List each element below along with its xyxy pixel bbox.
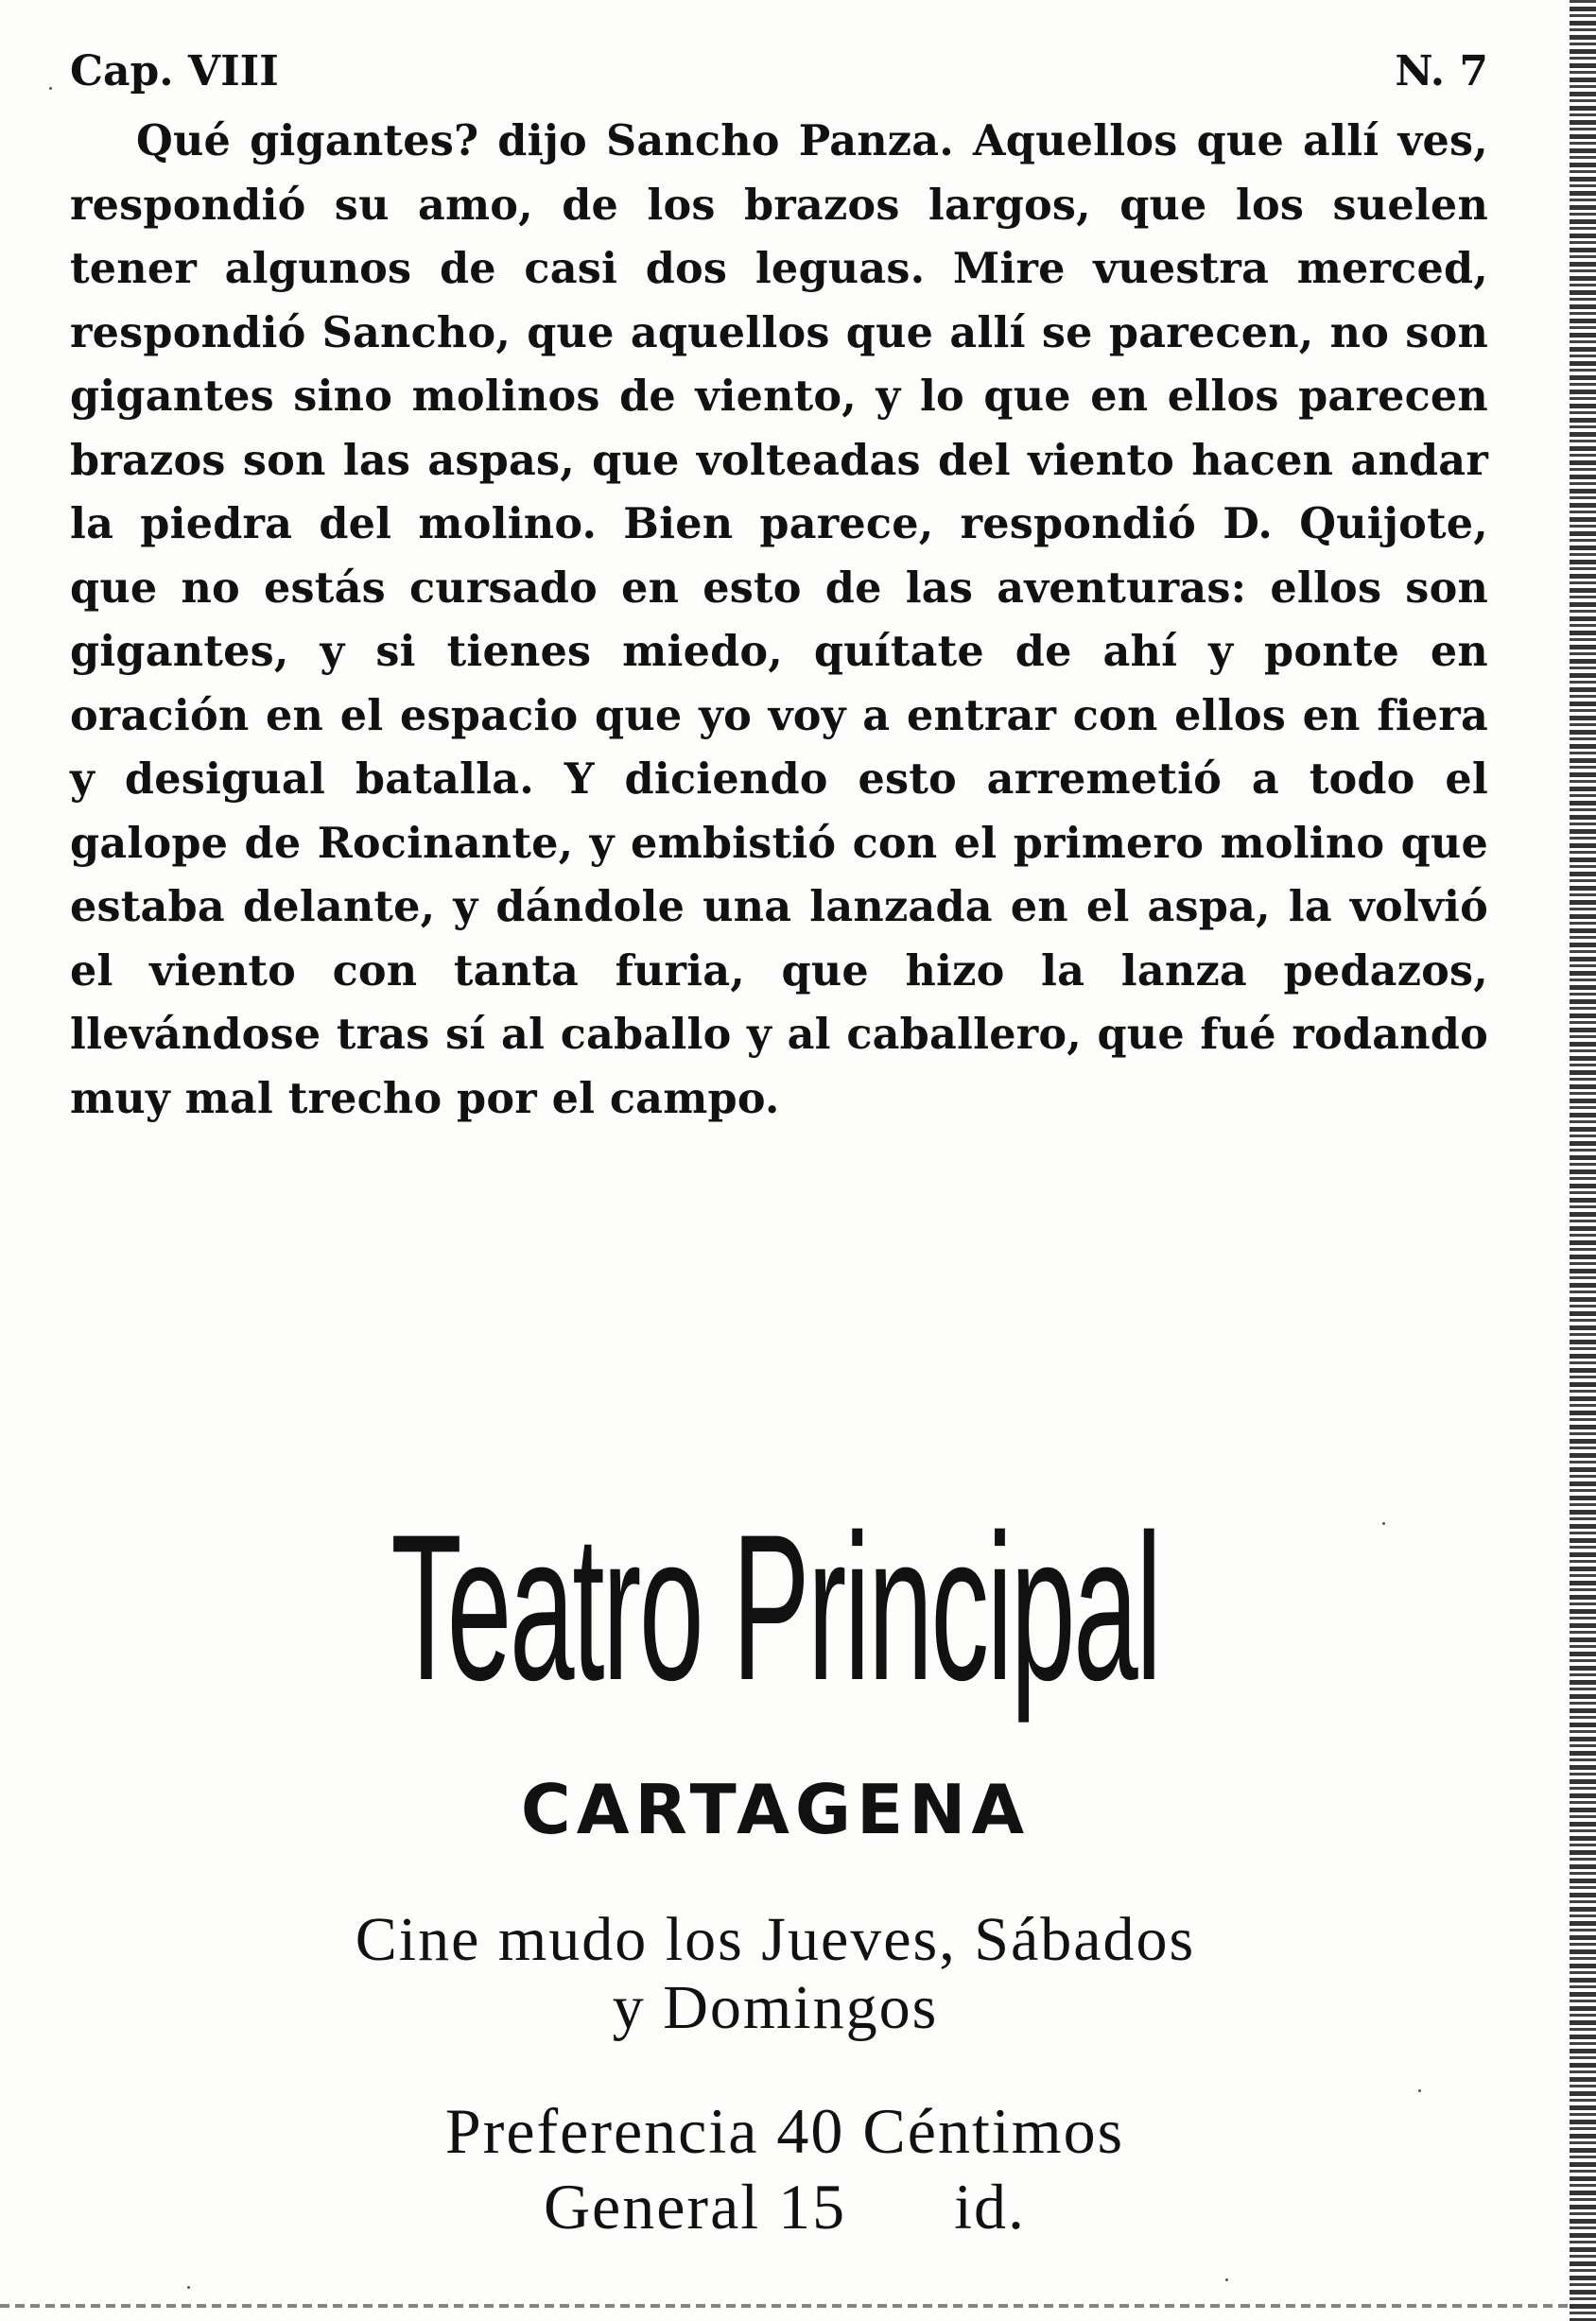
cinema-schedule: [19, 1906, 1532, 2042]
price-preferencia: Preferencia 40 Céntimos: [444, 2095, 1125, 2167]
page-header: [70, 47, 1488, 104]
card-number: N. 7: [1395, 47, 1488, 95]
theatre-name: Teatro Principal: [390, 1491, 1160, 1723]
cinema-schedule-line-1: Cine mudo los Jueves, Sábados: [355, 1905, 1196, 1974]
ink-speck: [187, 2286, 190, 2289]
ink-speck: [49, 87, 52, 90]
ink-speck: [1382, 1522, 1385, 1525]
bottom-page-edge: [0, 2304, 1596, 2308]
price-general: General 15 id.: [543, 2171, 1027, 2243]
right-page-edge: [1570, 0, 1596, 2321]
chapter-label: Cap. VIII: [70, 47, 279, 95]
ticket-prices: [28, 2093, 1541, 2244]
ink-speck: [1418, 2089, 1421, 2092]
ink-speck: [1225, 2278, 1228, 2281]
story-paragraph: Qué gigantes? dijo Sancho Panza. Aquellos que allí ves, respondió su amo, de los brazos largos, que los suelen tener algunos de casi dos leguas. Mire vuestra merced, respondió Sancho, que aquellos que allí se parecen, no son gigantes sino molinos de viento, y lo que en ellos parecen brazos son las aspas, que volteadas del viento hacen andar la piedra del molino. Bien parece, respondió D. Quijote, que no estás cursado en esto de las aventuras: ellos son gigantes, y si tienes miedo, quítate de ahí y ponte en oración en el espacio que yo voy a entrar con ellos en fiera y desigual batalla. Y diciendo esto arremetió a todo el galope de Rocinante, y embistió con el primero molino que estaba delante, y dándole una lanzada en el aspa, la volvió el viento con tanta furia, que hizo la lanza pedazos, llevándose tras sí al caballo y al caballero, que fué rodando muy mal trecho por el campo.: [70, 116, 1488, 1123]
city-name: CARTAGENA: [520, 1770, 1031, 1849]
cinema-schedule-line-2: y Domingos: [612, 1973, 939, 2042]
